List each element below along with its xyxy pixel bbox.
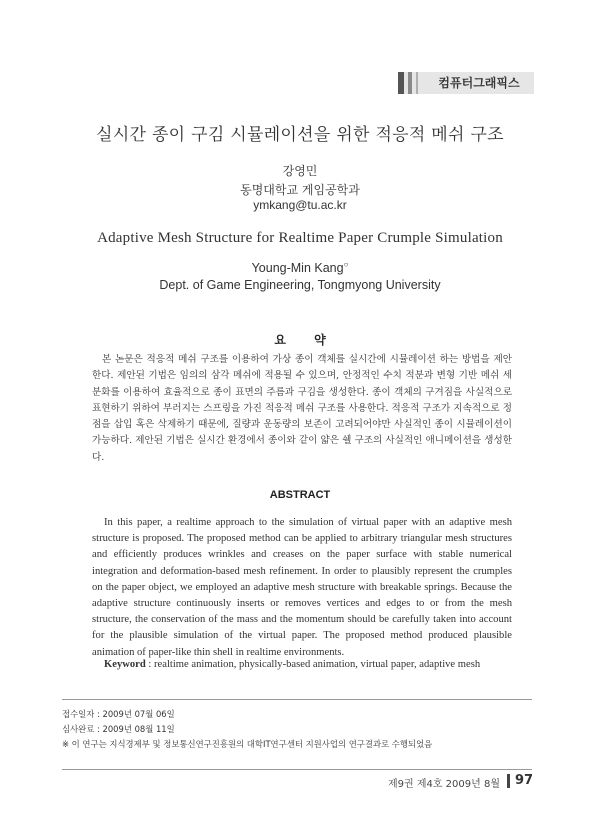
section-tag [398, 72, 534, 94]
page-number: 97 [515, 773, 534, 788]
tag-decoration-bar [416, 72, 418, 94]
paper-title-english: Adaptive Mesh Structure for Realtime Paper Crumple Simulation [97, 230, 503, 246]
english-abstract-body: In this paper, a realtime approach to the simulation of virtual paper with an adaptive mesh structure is proposed. The proposed method can be applied to arbitrary triangular mesh structures and efficiently produces wrinkles and creases on the paper surface with stable numerical integration and deformation-based mesh refinement. In order to plausibly represent the crumples on the paper object, we employed an adaptive mesh structure with breakable springs. Because the adaptive structure continuously inserts or removes vertices and edges to or from the mesh structure, the conservation of the mass and the momentum should be carefully taken into account for the plausible simulation of the virtual paper. The proposed method produced plausible animation of paper-like thin shell in realtime environments. [92, 517, 512, 658]
korean-abstract-body: 본 논문은 적응적 메쉬 구조를 이용하여 가상 종이 객체를 실시간에 시뮬레이션 하는 방법을 제안한다. 제안된 기법은 임의의 삼각 메쉬에 적용될 수 있으며, 안정적인 수치 적분과 변형 기반 메쉬 세분화를 이용하여 효율적으로 종이 표면의 주름과 구김을 생성한다. 종이 객체의 구겨짐을 사실적으로 표현하기 위하여 부러지는 스프링을 가진 적응적 메쉬 구조를 사용한다. 적응적 구조가 지속적으로 정점을 삽입 혹은 삭제하기 때문에, 질량과 운동량의 보존이 고려되어야만 사실적인 종이 시뮬레이션이 가능하다. 제안된 기법은 실시간 환경에서 종이와 같이 얇은 쉘 구조의 사실적인 애니메이션을 생성한다. [92, 354, 512, 463]
keywords-label: Keyword [104, 659, 146, 670]
paper-title-korean: 실시간 종이 구김 시뮬레이션을 위한 적응적 메쉬 구조 [96, 125, 504, 145]
received-date: 접수일자 : 2009년 07월 06일 [62, 709, 175, 719]
author-name-korean: 강영민 [282, 164, 318, 178]
affiliation-english: Dept. of Game Engineering, Tongmyong University [159, 278, 441, 292]
footnote-divider [62, 699, 532, 700]
funding-note: ※ 이 연구는 지식경제부 및 정보통신연구진흥원의 대학IT연구센터 지원사업의 연구결과로 수행되었음 [62, 739, 433, 749]
author-name-english: Young-Min Kang [251, 261, 344, 276]
corresponding-author-mark: ○ [343, 260, 349, 269]
section-tag-label: 컴퓨터그래픽스 [438, 76, 520, 90]
keywords-line [104, 659, 524, 670]
english-abstract-heading: ABSTRACT [269, 489, 331, 501]
author-email: ymkang@tu.ac.kr [253, 198, 347, 212]
tag-decoration-bar [398, 72, 404, 94]
korean-abstract-heading: 요 약 [274, 333, 338, 347]
page-number-bar [507, 774, 510, 788]
affiliation-korean: 동명대학교 게임공학과 [240, 183, 360, 197]
keywords-separator: : [145, 659, 155, 670]
author-line-english [0, 260, 600, 275]
keywords-list: realtime animation, physically-based animation, virtual paper, adaptive mesh [154, 659, 481, 670]
journal-issue: 제9권 제4호 2009년 8월 [387, 779, 500, 790]
tag-decoration-bar [408, 72, 412, 94]
review-completed-date: 심사완료 : 2009년 08월 11일 [62, 724, 175, 734]
footer-divider [62, 769, 532, 770]
